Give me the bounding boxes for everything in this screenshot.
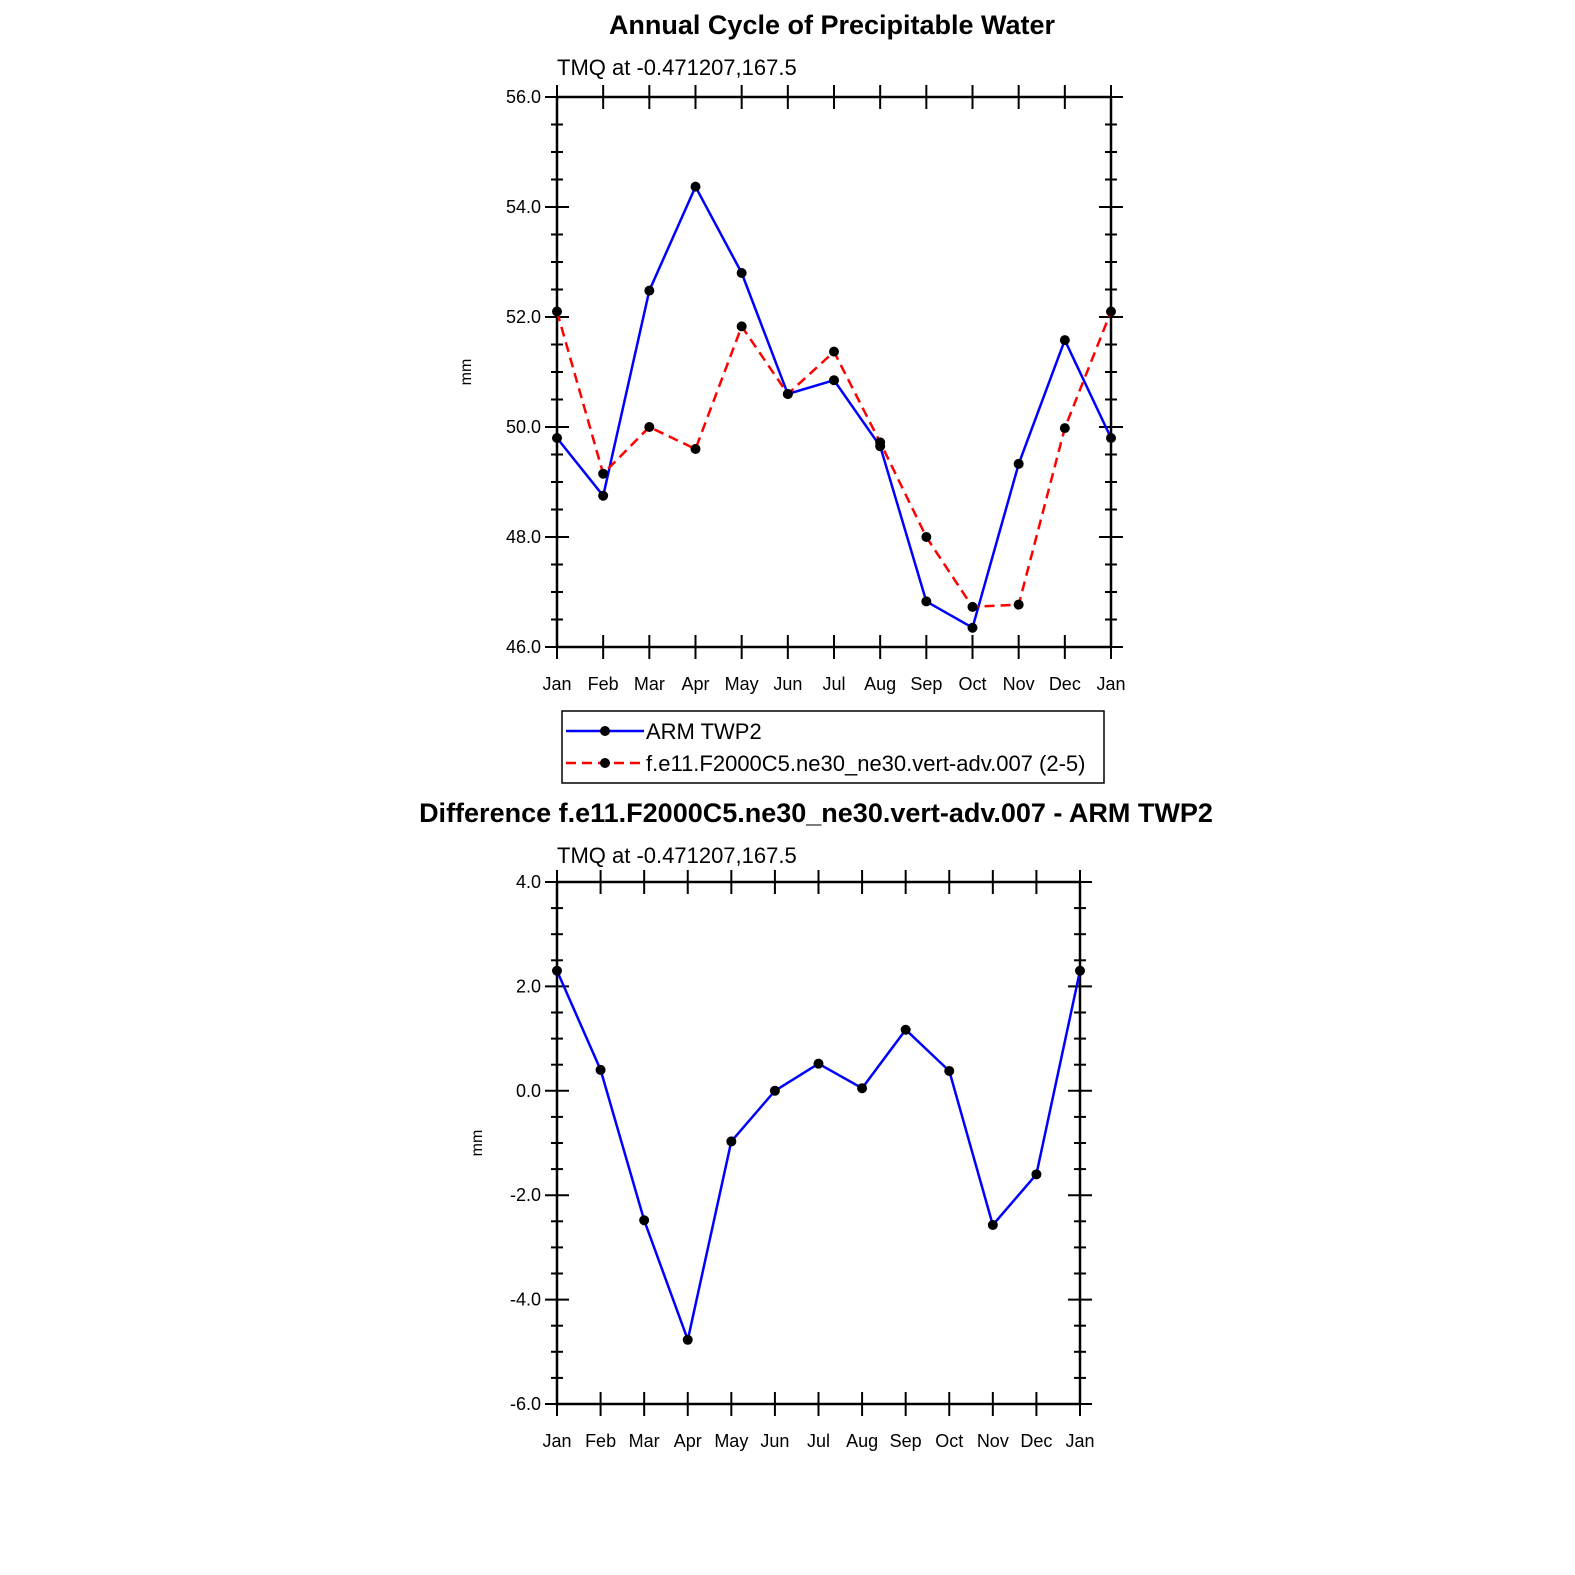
- data-point-series-1: [1014, 600, 1024, 610]
- x-tick-label: Jul: [806, 1431, 831, 1451]
- x-tick-label: Dec: [1020, 1431, 1053, 1451]
- data-point-series-1: [598, 469, 608, 479]
- data-point-series-0: [552, 433, 562, 443]
- x-tick-label: May: [714, 1431, 749, 1451]
- x-tick-label: Apr: [681, 674, 710, 694]
- data-point-series-0: [857, 1083, 867, 1093]
- x-tick-label: Jan: [542, 674, 572, 694]
- y-tick-label: 54.0: [505, 197, 541, 217]
- x-tick-label: Aug: [846, 1431, 879, 1451]
- annual-cycle-panel: [458, 10, 1126, 783]
- x-tick-label: Oct: [958, 674, 987, 694]
- chart-title: Annual Cycle of Precipitable Water: [608, 10, 1056, 40]
- difference-panel: [419, 798, 1213, 1451]
- data-point-series-0: [1014, 459, 1024, 469]
- x-tick-label: Feb: [587, 674, 619, 694]
- y-tick-label: 56.0: [505, 87, 541, 107]
- x-tick-label: Jul: [822, 674, 846, 694]
- series-line-0: [557, 187, 1111, 628]
- x-tick-label: Feb: [585, 1431, 617, 1451]
- chart-subtitle: TMQ at -0.471207,167.5: [557, 55, 797, 80]
- data-point-series-1: [968, 602, 978, 612]
- plot-frame: [557, 882, 1080, 1404]
- x-tick-label: Sep: [889, 1431, 922, 1451]
- data-point-series-0: [598, 491, 608, 501]
- y-tick-label: -4.0: [509, 1289, 541, 1310]
- data-point-series-0: [1031, 1169, 1041, 1179]
- data-point-series-1: [1106, 307, 1116, 317]
- legend-marker-arm-twp2: [600, 726, 610, 736]
- data-point-series-0: [726, 1136, 736, 1146]
- x-tick-label: Jan: [1065, 1431, 1095, 1451]
- data-point-series-0: [968, 623, 978, 633]
- x-tick-label: May: [724, 674, 759, 694]
- x-tick-label: Jun: [760, 1431, 790, 1451]
- data-point-series-1: [875, 437, 885, 447]
- y-axis-label: mm: [458, 358, 475, 386]
- data-point-series-0: [683, 1335, 693, 1345]
- data-point-series-1: [829, 347, 839, 357]
- chart-subtitle: TMQ at -0.471207,167.5: [557, 843, 797, 868]
- data-point-series-1: [737, 321, 747, 331]
- x-tick-label: Dec: [1048, 674, 1081, 694]
- y-tick-label: 46.0: [505, 637, 541, 657]
- x-tick-label: Apr: [673, 1431, 702, 1451]
- data-point-series-1: [921, 532, 931, 542]
- data-point-series-0: [639, 1215, 649, 1225]
- legend-label-arm-twp2: ARM TWP2: [646, 719, 762, 744]
- x-tick-label: Oct: [935, 1431, 964, 1451]
- data-point-series-0: [552, 966, 562, 976]
- y-tick-label: 50.0: [505, 417, 541, 437]
- legend-label-model: f.e11.F2000C5.ne30_ne30.vert-adv.007 (2-5): [646, 751, 1086, 776]
- y-tick-label: 52.0: [505, 307, 541, 327]
- data-point-series-0: [596, 1065, 606, 1075]
- plot-frame: [557, 97, 1111, 647]
- data-point-series-0: [770, 1086, 780, 1096]
- data-point-series-0: [988, 1220, 998, 1230]
- x-tick-label: Jan: [1096, 674, 1126, 694]
- data-point-series-0: [921, 596, 931, 606]
- x-tick-label: Jun: [773, 674, 803, 694]
- data-point-series-0: [814, 1059, 824, 1069]
- annual-cycle-plot-area: [506, 85, 1126, 694]
- x-tick-label: Nov: [1002, 674, 1035, 694]
- y-tick-label: 0.0: [515, 1080, 541, 1101]
- legend: [562, 711, 1104, 783]
- data-point-series-0: [644, 286, 654, 296]
- x-tick-label: Jan: [542, 1431, 572, 1451]
- legend-marker-model: [600, 758, 610, 768]
- y-axis-label: mm: [469, 1129, 486, 1157]
- data-point-series-1: [552, 307, 562, 317]
- data-point-series-0: [737, 268, 747, 278]
- y-tick-label: 48.0: [505, 527, 541, 547]
- data-point-series-1: [644, 422, 654, 432]
- chart-title: Difference f.e11.F2000C5.ne30_ne30.vert-adv.007 - ARM TWP2: [419, 798, 1213, 828]
- data-point-series-1: [783, 389, 793, 399]
- x-tick-label: Mar: [633, 674, 665, 694]
- data-point-series-0: [901, 1025, 911, 1035]
- data-point-series-0: [829, 375, 839, 385]
- data-point-series-0: [691, 182, 701, 192]
- data-point-series-0: [944, 1066, 954, 1076]
- series-line-0: [557, 971, 1080, 1340]
- x-tick-label: Aug: [864, 674, 897, 694]
- x-tick-label: Sep: [910, 674, 943, 694]
- x-tick-label: Nov: [976, 1431, 1009, 1451]
- y-tick-label: 2.0: [515, 976, 541, 997]
- y-tick-label: 4.0: [515, 872, 541, 892]
- data-point-series-0: [1106, 433, 1116, 443]
- data-point-series-1: [691, 444, 701, 454]
- data-point-series-0: [1075, 966, 1085, 976]
- x-tick-label: Mar: [628, 1431, 660, 1451]
- y-tick-label: -2.0: [509, 1185, 541, 1206]
- difference-plot-area: [510, 870, 1095, 1451]
- data-point-series-0: [1060, 335, 1070, 345]
- y-tick-label: -6.0: [509, 1394, 541, 1414]
- data-point-series-1: [1060, 423, 1070, 433]
